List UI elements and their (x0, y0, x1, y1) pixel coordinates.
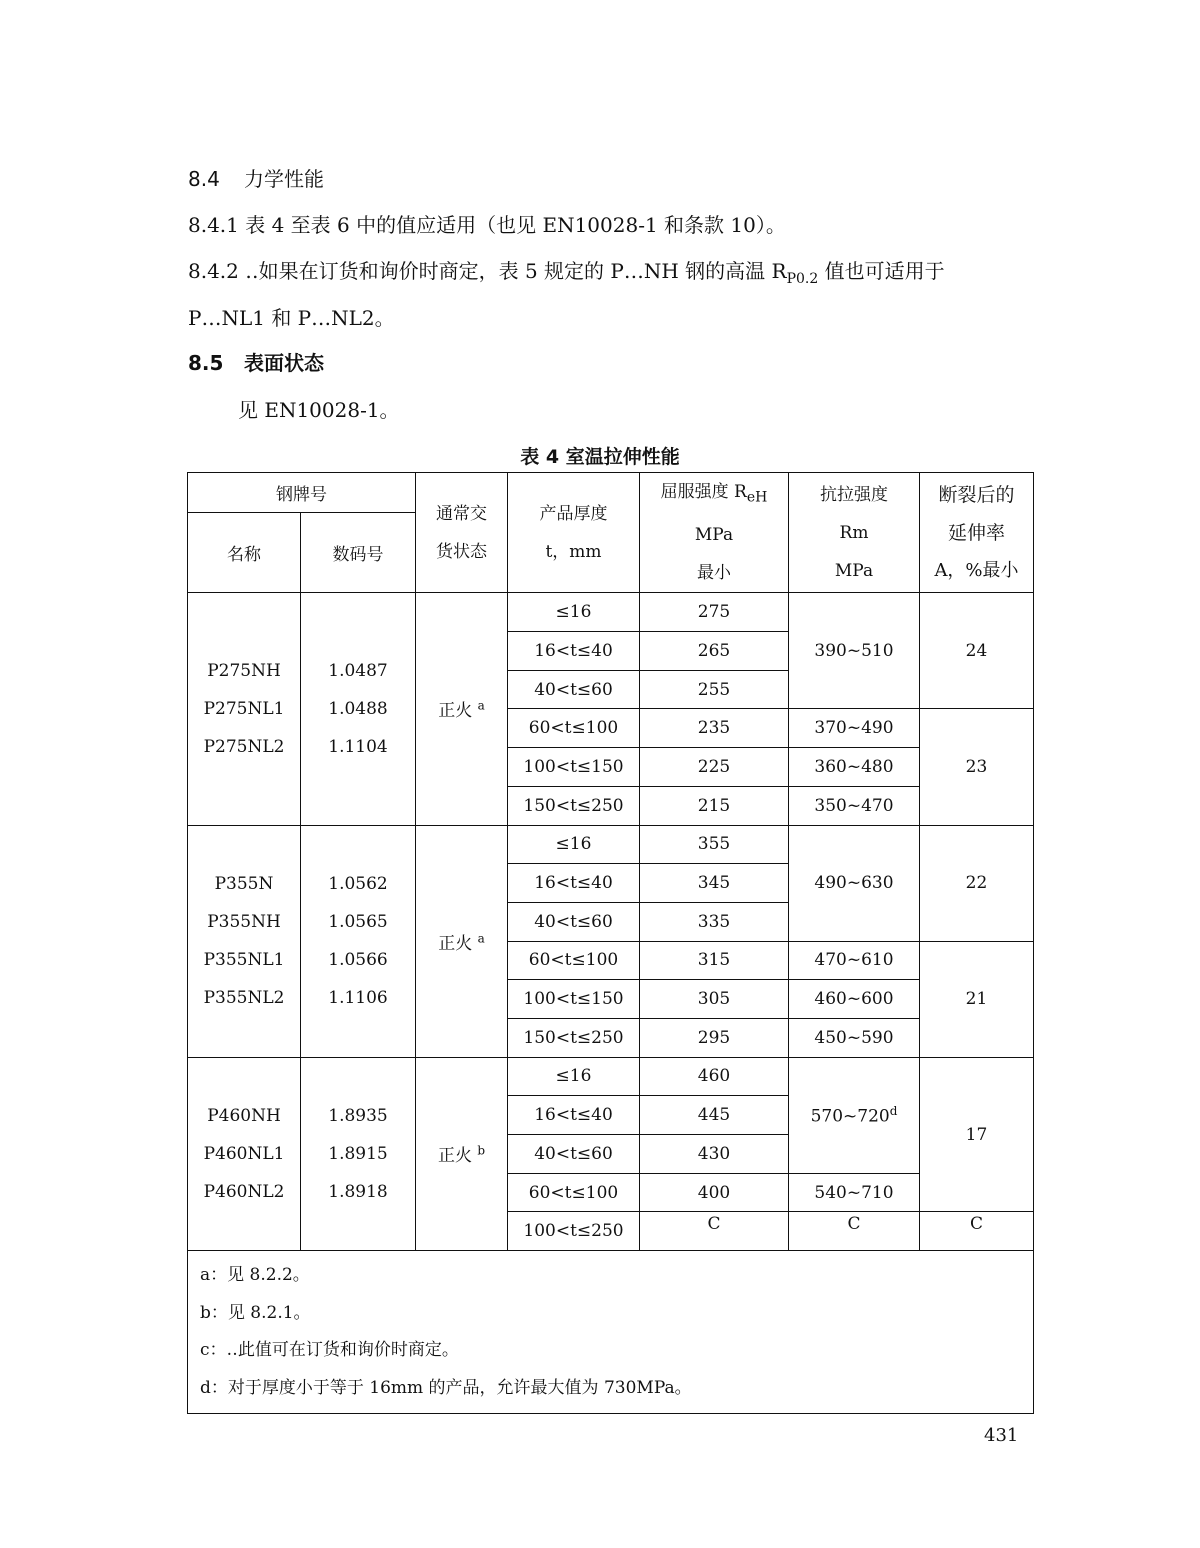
thickness-cell: 60<t≤100 (508, 1173, 640, 1212)
table-notes (188, 1251, 1034, 1414)
section-title: 表面状态 (244, 351, 324, 375)
elongation-cell: 23 (920, 709, 1034, 825)
delivery-condition: 正火 $^a$ (416, 825, 508, 1057)
yield-cell: 275 (640, 593, 789, 632)
tensile-cell: 540~710 (789, 1173, 920, 1212)
delivery-condition: 正火 $^b$ (416, 1057, 508, 1250)
yield-cell: 345 (640, 864, 789, 903)
thickness-cell: 60<t≤100 (508, 941, 640, 980)
table-row (188, 825, 1034, 864)
thickness-cell: ≤16 (508, 825, 640, 864)
note-a: a：见 8.2.2。 (200, 1265, 310, 1286)
header-tensile: 抗拉强度 Rm MPa (789, 473, 920, 593)
header-code: 数码号 (301, 513, 416, 593)
table-row (188, 1057, 1034, 1096)
thickness-cell: 100<t≤250 (508, 1212, 640, 1251)
section-number: 8.4 (188, 167, 220, 191)
yield-cell: 445 (640, 1096, 789, 1135)
tensile-cell: 360~480 (789, 748, 920, 787)
thickness-cell: ≤16 (508, 593, 640, 632)
grade-names: P275NH P275NL1 P275NL2 (188, 593, 301, 825)
grade-codes: 1.8935 1.8915 1.8918 (301, 1057, 416, 1250)
grade-names: P460NH P460NL1 P460NL2 (188, 1057, 301, 1250)
header-elongation: 断裂后的 延伸率 A，%最小 (920, 473, 1034, 593)
tensile-cell: 470~610 (789, 941, 920, 980)
tensile-cell: 570~720$^d$ (789, 1057, 920, 1173)
thickness-cell: 100<t≤150 (508, 980, 640, 1019)
header-name: 名称 (188, 513, 301, 593)
tensile-properties-table (187, 472, 1034, 1414)
header-delivery: 通常交 货状态 (416, 473, 508, 593)
paragraph-text: 值也可适用于 (818, 259, 945, 283)
section-8-5-heading (188, 350, 324, 376)
delivery-condition: 正火 $^a$ (416, 593, 508, 825)
tensile-cell: 450~590 (789, 1018, 920, 1057)
section-8-4-heading (188, 166, 324, 192)
elongation-cell: C (920, 1212, 1034, 1251)
paragraph-8-5: 见 EN10028-1。 (238, 398, 400, 422)
page-number: 431 (984, 1425, 1019, 1446)
yield-cell: 255 (640, 670, 789, 709)
note-b: b：见 8.2.1。 (200, 1302, 311, 1323)
section-number: 8.5 (188, 351, 224, 375)
tensile-cell: 490~630 (789, 825, 920, 941)
yield-cell: 400 (640, 1173, 789, 1212)
thickness-cell: ≤16 (508, 1057, 640, 1096)
yield-cell: C (640, 1212, 789, 1251)
paragraph-text: 8.4.2 ‥如果在订货和询价时商定，表 5 规定的 P…NH 钢的高温 R (188, 259, 787, 283)
yield-cell: 265 (640, 632, 789, 671)
thickness-cell: 16<t≤40 (508, 864, 640, 903)
tensile-cell: 350~470 (789, 786, 920, 825)
thickness-cell: 16<t≤40 (508, 632, 640, 671)
yield-cell: 215 (640, 786, 789, 825)
elongation-cell: 21 (920, 941, 1034, 1057)
thickness-cell: 150<t≤250 (508, 1018, 640, 1057)
tensile-cell: 390~510 (789, 593, 920, 709)
paragraph-8-4-1: 8.4.1 表 4 至表 6 中的值应适用（也见 EN10028-1 和条款 10）。 (188, 213, 786, 237)
yield-cell: 430 (640, 1135, 789, 1174)
thickness-cell: 40<t≤60 (508, 1135, 640, 1174)
yield-cell: 225 (640, 748, 789, 787)
table-caption: 表 4 室温拉伸性能 (520, 446, 680, 468)
elongation-cell: 17 (920, 1057, 1034, 1212)
thickness-cell: 16<t≤40 (508, 1096, 640, 1135)
header-row (188, 473, 1034, 513)
subscript: P0.2 (786, 271, 819, 287)
paragraph-8-4-2-cont: P…NL1 和 P…NL2。 (188, 306, 395, 330)
thickness-cell: 40<t≤60 (508, 670, 640, 709)
header-grade: 钢牌号 (188, 473, 416, 513)
paragraph-8-4-2 (188, 258, 945, 292)
notes-row (188, 1251, 1034, 1414)
thickness-cell: 60<t≤100 (508, 709, 640, 748)
grade-names: P355N P355NH P355NL1 P355NL2 (188, 825, 301, 1057)
thickness-cell: 150<t≤250 (508, 786, 640, 825)
note-d: d：对于厚度小于等于 16mm 的产品，允许最大值为 730MPa。 (200, 1377, 692, 1398)
yield-cell: 355 (640, 825, 789, 864)
tensile-cell: 460~600 (789, 980, 920, 1019)
header-thickness: 产品厚度 t，mm (508, 473, 640, 593)
tensile-cell: 370~490 (789, 709, 920, 748)
section-title: 力学性能 (244, 167, 324, 191)
grade-codes: 1.0562 1.0565 1.0566 1.1106 (301, 825, 416, 1057)
table-row (188, 593, 1034, 632)
header-yield: 屈服强度 $R_{eH}$ MPa 最小 (640, 473, 789, 593)
yield-cell: 305 (640, 980, 789, 1019)
yield-cell: 295 (640, 1018, 789, 1057)
thickness-cell: 40<t≤60 (508, 902, 640, 941)
yield-cell: 315 (640, 941, 789, 980)
elongation-cell: 22 (920, 825, 1034, 941)
yield-cell: 235 (640, 709, 789, 748)
grade-codes: 1.0487 1.0488 1.1104 (301, 593, 416, 825)
yield-cell: 335 (640, 902, 789, 941)
thickness-cell: 100<t≤150 (508, 748, 640, 787)
note-c: c：‥此值可在订货和询价时商定。 (200, 1340, 459, 1361)
yield-cell: 460 (640, 1057, 789, 1096)
elongation-cell: 24 (920, 593, 1034, 709)
tensile-cell: C (789, 1212, 920, 1251)
